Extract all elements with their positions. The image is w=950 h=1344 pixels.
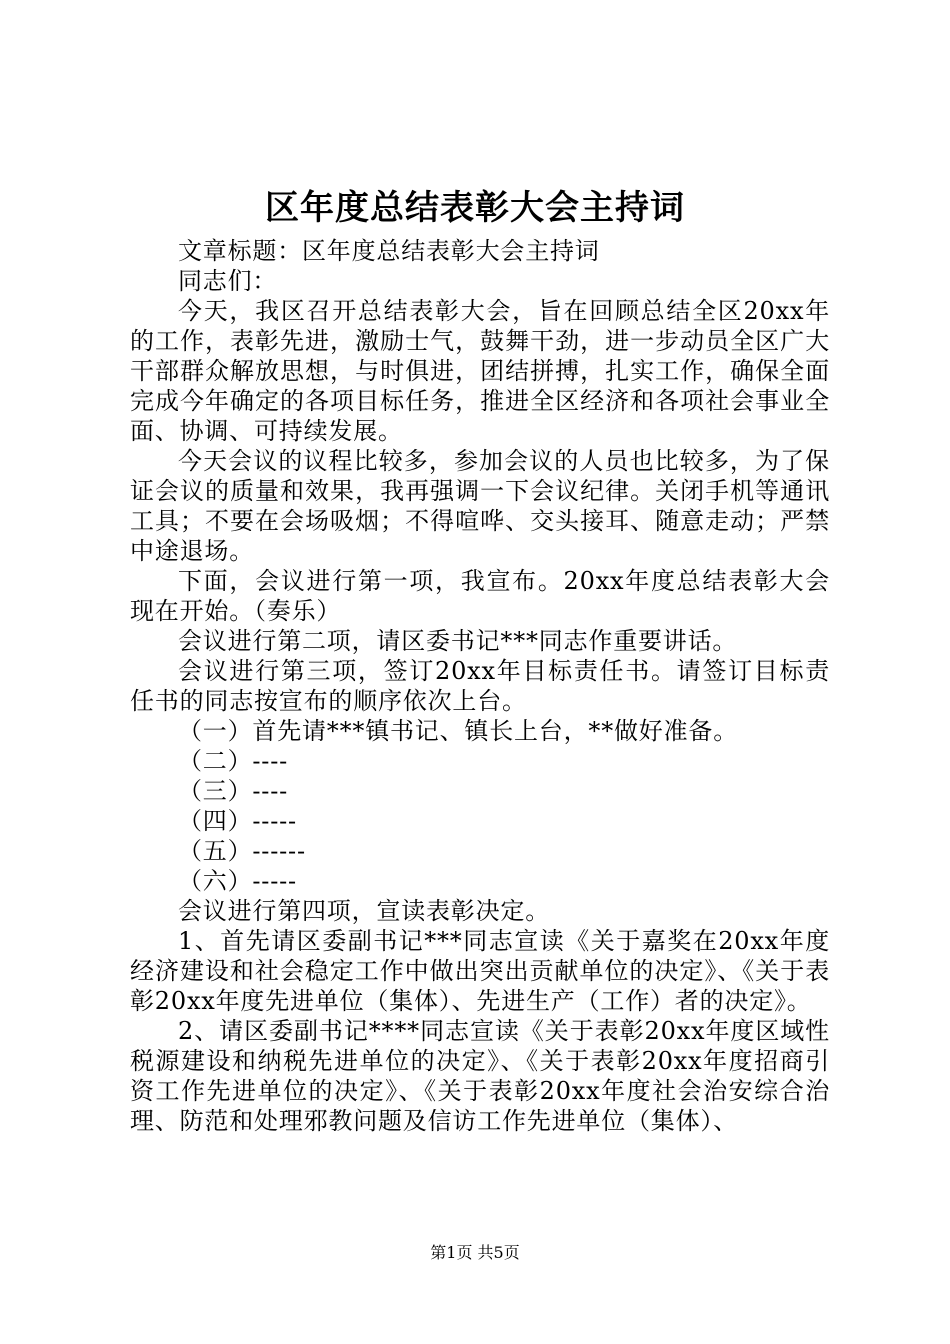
paragraph-item-two: 会议进行第二项，请区委书记***同志作重要讲话。 (178, 627, 738, 655)
paragraph-sub-item-3: （三）---- (178, 777, 289, 805)
paragraph-sub-item-1: （一）首先请***镇书记、镇长上台，**做好准备。 (178, 717, 738, 745)
document-title: 区年度总结表彰大会主持词 (265, 188, 685, 228)
paragraph-item-one: 下面，会议进行第一项，我宣布。20xx年度总结表彰大会现在开始。（奏乐） (130, 567, 830, 625)
paragraph-sub-item-2: （二）---- (178, 747, 289, 775)
paragraph-item-four: 会议进行第四项，宣读表彰决定。 (178, 897, 550, 925)
document-body (130, 236, 830, 1136)
paragraph-decision-2: 2、请区委副书记****同志宣读《关于表彰20xx年度区域性税源建设和纳税先进单位的决定》、《关于表彰20xx年度招商引资工作先进单位的决定》、《关于表彰20xx年度社会治安综合治理、防范和处理邪教问题及信访工作先进单位（集体）、 (130, 1017, 830, 1135)
paragraph-item-three: 会议进行第三项，签订20xx年目标责任书。请签订目标责任书的同志按宣布的顺序依次上台。 (130, 657, 830, 715)
paragraph-sub-item-6: （六）----- (178, 867, 297, 895)
paragraph-sub-item-5: （五）------ (178, 837, 306, 865)
paragraph-discipline: 今天会议的议程比较多，参加会议的人员也比较多，为了保证会议的质量和效果，我再强调一下会议纪律。关闭手机等通讯工具；不要在会场吸烟；不得喧哗、交头接耳、随意走动；严禁中途退场。 (130, 447, 830, 565)
paragraph-opening: 今天，我区召开总结表彰大会，旨在回顾总结全区20xx年的工作，表彰先进，激励士气，鼓舞干劲，进一步动员全区广大干部群众解放思想，与时俱进，团结拼搏，扎实工作，确保全面完成今年确定的各项目标任务，推进全区经济和各项社会事业全面、协调、可持续发展。 (130, 297, 830, 445)
paragraph-decision-1: 1、首先请区委副书记***同志宣读《关于嘉奖在20xx年度经济建设和社会稳定工作中做出突出贡献单位的决定》、《关于表彰20xx年度先进单位（集体）、先进生产（工作）者的决定》。 (130, 927, 830, 1015)
paragraph-salutation: 同志们： (178, 267, 278, 295)
paragraph-sub-item-4: （四）----- (178, 807, 297, 835)
paragraph-article-title: 文章标题：区年度总结表彰大会主持词 (178, 237, 600, 265)
page-footer: 第1页 共5页 (430, 1243, 520, 1262)
